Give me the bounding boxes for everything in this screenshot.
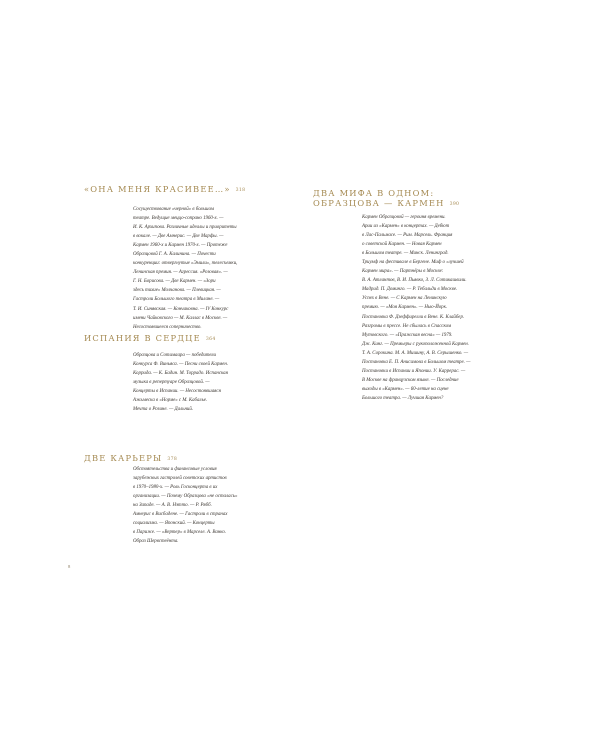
toc-line: Образ Шервстеёнта. <box>133 539 179 545</box>
section-3-body <box>133 465 237 546</box>
section-page-number: 364 <box>205 337 216 342</box>
toc-line: Ленинская премия. — Агрессия. «Розовая». — <box>133 270 228 276</box>
section-title <box>84 333 216 345</box>
toc-line: Арии из «Кармен» в концертах. — Дебют <box>362 224 450 230</box>
toc-line: Ажьмеска в «Норме» с М. Кабалье. <box>133 398 208 404</box>
toc-line: Коррида. — К. Бадин. М. Торрадо. Испанская <box>133 371 228 377</box>
section-page-number: 318 <box>235 188 246 193</box>
toc-line: организации. — Почему Образцова «не осталась» <box>133 494 238 500</box>
toc-line: театре. Ведущие меццо-сопрано 1960-х. — <box>133 216 224 222</box>
toc-line: в Париже. — «Вертер» в Марселе. А. Ванко. <box>133 530 227 536</box>
toc-line: Образцова и Сотимаара — победители <box>133 353 216 358</box>
toc-section-2 <box>84 333 216 345</box>
toc-section-3 <box>84 453 177 465</box>
toc-line: Т. А. Сорокина. М. А. Мишину, А. В. Серышенко. — <box>362 350 469 356</box>
toc-line: Кармен 1960-х и Кармен 1970-х. — Протеже <box>133 243 228 249</box>
toc-line: Постановки в Испании и Японии. У. Каррерас. — <box>362 368 466 374</box>
toc-section-1 <box>84 184 245 196</box>
section-page-number: 390 <box>449 202 460 207</box>
toc-line: в Лас-Пальмасе. — Рим. Марсель. Франция <box>362 233 453 239</box>
toc-line: Г. Н. Борисова. — Две Кармен. — «Зори <box>133 279 216 285</box>
section-title-text: «ОНА МЕНЯ КРАСИВЕЕ…» <box>84 184 231 194</box>
toc-line: В. А. Атлантов, В. И. Пьявко, З. Л. Сотикашвили. <box>362 278 467 284</box>
toc-line: Несостоявшееся соперничество. <box>133 324 202 330</box>
section-title-line-1: ДВА МИФА В ОДНОМ: <box>313 188 435 198</box>
section-1-body <box>133 205 237 332</box>
toc-line: Постановка Е. П. Анисимова в Большом театре. — <box>362 359 471 365</box>
toc-line: Кармен Образцовой — героиня времени. <box>362 215 446 220</box>
toc-line: Дж. Кинг. — Премьеры с рукоположенной Кармен. <box>362 341 469 347</box>
toc-line: здесь тихие» Молчанова. — Плевицкая. — <box>133 288 221 294</box>
toc-line: Постановка Ф. Дзеффирелли в Вене. К. Клайбер. <box>362 314 465 320</box>
section-title-text: ДВЕ КАРЬЕРЫ <box>84 453 163 463</box>
toc-line: о советской Кармен. — Новая Кармен <box>362 242 442 248</box>
toc-line: имени Чайковского — М. Каллас в Москве. — <box>133 315 228 321</box>
toc-line: Мадрид. П. Доминго. — Р. Тебальди в Москве. <box>362 287 458 293</box>
toc-line: Обстоятельства и финансовые условия <box>133 467 217 472</box>
toc-line: Разгромы в прессе. Не сбылась в Спасском <box>362 323 452 329</box>
section-page-number: 378 <box>167 457 178 462</box>
toc-line: премию. — «Моя Кармен». — Нью-Йорк. <box>362 305 448 311</box>
toc-line: В Москве на французском языке. — Последние <box>362 377 459 383</box>
toc-line: выходы в «Кармен». — 60-летие на сцене <box>362 386 449 392</box>
toc-line: в 1970–1980-х. — Роль Госконцерта в их <box>133 485 218 491</box>
toc-line: зарубежных гастролей советских артистов <box>133 476 227 482</box>
toc-line: конкуренции: отвергнутые «Эмили», телесъемки, <box>133 261 238 267</box>
toc-line: Концерты в Испании. — Несостоявшаяся <box>133 389 221 395</box>
toc-line: Сосуществование «черной» в большом <box>133 207 214 212</box>
toc-section-4 <box>313 188 459 210</box>
toc-line: Гастроли Большого театра в Милане. — <box>133 297 220 303</box>
toc-line: в вокале. — Две Амнерис. — Две Марфы. — <box>133 234 224 240</box>
section-2-body <box>133 351 228 414</box>
toc-line: социализма. — Японский. — Концерты <box>133 521 215 527</box>
toc-line: Большого театра. — Лучшая Кармен? <box>362 395 444 401</box>
toc-line: в Большом театре. — Минск. Ленинград. <box>362 251 449 257</box>
section-title <box>84 184 245 196</box>
page-number: 8 <box>68 564 71 569</box>
toc-line: на Западе. — А. В. Нэтто. — Р. Рябб. <box>133 503 212 509</box>
section-title-text: ИСПАНИЯ В СЕРДЦЕ <box>84 333 201 343</box>
section-title <box>84 453 177 465</box>
toc-line: Конкурса Ф. Виньяса. — Песни своей Кармен. <box>133 362 228 368</box>
section-title-text: ОБРАЗЦОВА — КАРМЕН <box>313 198 445 208</box>
toc-line: Триумф на фестивале в Бергене. Миф о «лучшей <box>362 260 464 266</box>
toc-line: И. К. Архипова. Различные идеалы и приоритеты <box>133 225 237 231</box>
toc-line: музыка в репертуаре Образцовой. — <box>133 380 210 386</box>
section-4-body <box>362 213 470 403</box>
toc-line: Амнерис в Висбадене. — Гастроли в странах <box>133 512 228 518</box>
section-title-line-2 <box>313 198 459 210</box>
toc-line: Образцовой Г. А. Калинина. — Почести <box>133 252 216 258</box>
toc-line: Т. И. Синявская. — Кончаковна. — IV Конкурс <box>133 306 229 312</box>
toc-line: Кармен мира». — Партнёры в Москве: <box>362 269 444 275</box>
toc-line: Мутовского. — «Пражская весна» — 1979. <box>362 332 453 338</box>
toc-line: Мечта о Розине. — Дальний. <box>133 407 193 413</box>
toc-line: Успех в Вене. — С Кармен на Ленинскую <box>362 296 447 302</box>
